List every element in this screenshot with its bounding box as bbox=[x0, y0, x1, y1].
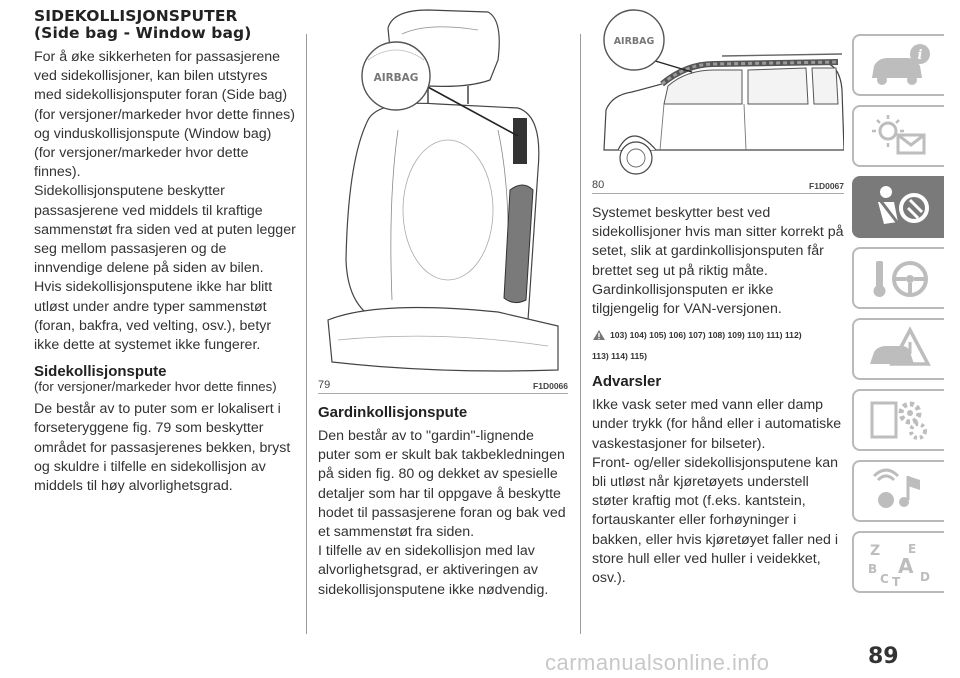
paragraph: De består av to puter som er lokalisert i forseteryggene fig. 79 som beskytter området for passasjerenes bekken, bryst og skuldre i tilfelle en sidekollisjon av middels til høy alvorlighetsgrad. bbox=[34, 401, 291, 495]
seatbelt-airbag-icon bbox=[864, 182, 934, 232]
figure-number: 80 bbox=[592, 179, 605, 191]
paragraph: Sidekollisjonsputene beskytter passasjerene ved middels til kraftige sammenstøt fra siden ved at puten legger seg mellom passasjeren og de innvendige delene på siden av bilen. bbox=[34, 183, 296, 277]
multimedia-icon bbox=[864, 466, 934, 516]
index-letter: A bbox=[898, 554, 914, 578]
subheading: Advarsler bbox=[592, 373, 662, 391]
paragraph: Den består av to "gardin"-lignende puter som er skult bak takbekledningen på siden fig. 80 og dekket av spesielle detaljer som har til oppgave å beskytte hodet til passasjerene foran og bak ved et sammenstøt fra siden. bbox=[318, 428, 566, 541]
index-letter: B bbox=[868, 562, 878, 576]
section-title-line1: SIDEKOLLISJONSPUTER bbox=[34, 7, 238, 25]
column-right bbox=[592, 0, 844, 588]
paragraph: Systemet beskytter best ved sidekollisjoner hvis man sitter korrekt på setet, slik at gardinkollisjonsputen får brettet seg ut på riktig måte. bbox=[592, 205, 844, 279]
index-letter: Z bbox=[870, 543, 881, 559]
column-divider bbox=[306, 34, 307, 634]
figure-number: 79 bbox=[318, 379, 331, 391]
index-letter: D bbox=[920, 570, 930, 584]
paragraph: I tilfelle av en sidekollisjon med lav alvorlighetsgrad, er aktiveringen av sidekollisjonsputene ikke nødvendig. bbox=[318, 543, 549, 598]
paragraph: For å øke sikkerheten for passasjerene ved sidekollisjoner, kan bilen utstyres med sidekollisjonsputer foran (Side bag) (for versjoner/markeder hvor dette finnes) og vinduskollisjonspute (Window bag) (for versjoner/markeder hvor dette finnes). bbox=[34, 49, 296, 181]
tab-maintenance[interactable] bbox=[852, 389, 944, 451]
alphabetical-index-icon bbox=[864, 537, 934, 587]
section-title bbox=[34, 0, 296, 42]
warning-refs-line1: 103) 104) 105) 106) 107) 108) 109) 110) 111) 112) bbox=[610, 330, 802, 341]
tab-multimedia[interactable] bbox=[852, 460, 944, 522]
figure-caption bbox=[318, 378, 568, 393]
airbag-callout-label: AIRBAG bbox=[613, 36, 655, 47]
airbag-tag bbox=[513, 118, 527, 164]
tab-starting-driving[interactable] bbox=[852, 247, 944, 309]
chapter-tabs bbox=[852, 34, 944, 602]
warning-triangle-icon bbox=[592, 329, 606, 341]
tab-index[interactable] bbox=[852, 531, 944, 593]
column-divider bbox=[580, 34, 581, 634]
figure-code: F1D0067 bbox=[809, 181, 844, 191]
tab-car-info[interactable] bbox=[852, 34, 944, 96]
column-middle bbox=[318, 0, 568, 600]
paragraph: Front- og/eller sidekollisjonsputene kan bli utløst når kjøretøyets understell støter kraftig mot (f.eks. kantstein, fortauskanter eller forhøyninger i bakken, eller hvis kjøretøyet faller ned i store hull eller ved huller i veidekket, osv.). bbox=[592, 454, 839, 587]
warning-lights-icon bbox=[864, 111, 934, 161]
watermark: carmanualsonline.info bbox=[545, 650, 770, 675]
subheading: Sidekollisjonspute bbox=[34, 363, 167, 381]
index-letter: C bbox=[880, 572, 889, 586]
figure-code: F1D0066 bbox=[533, 381, 568, 391]
svg-text:i: i bbox=[917, 48, 923, 63]
paragraph: Hvis sidekollisjonsputene ikke har blitt utløst under andre typer sammenstøt (foran, bakfra, ved velting, osv.), betyr ikke dette at systemet ikke fungerer. bbox=[34, 279, 273, 354]
airbag-callout-label: AIRBAG bbox=[373, 72, 419, 84]
figure-80 bbox=[592, 0, 844, 194]
paragraph: Gardinkollisjonsputen er ikke tilgjengelig for VAN-versjonen. bbox=[592, 281, 782, 318]
tab-emergency[interactable] bbox=[852, 318, 944, 380]
subheading: Gardinkollisjonspute bbox=[318, 404, 468, 421]
car-side-illustration bbox=[592, 0, 844, 178]
paragraph: Ikke vask seter med vann eller damp under trykk (for hånd eller i automatiske vaskestasjoner for bilseter). bbox=[592, 397, 842, 452]
index-letter: T bbox=[892, 575, 901, 587]
page-number: 89 bbox=[868, 644, 899, 669]
seat-illustration bbox=[318, 0, 568, 378]
section-title-line2: (Side bag - Window bag) bbox=[34, 24, 252, 42]
figure-79 bbox=[318, 0, 568, 394]
warning-refs-line2: 113) 114) 115) bbox=[592, 351, 647, 362]
column-left bbox=[34, 0, 296, 496]
subheading-note: (for versjoner/markeder hvor dette finnes) bbox=[34, 379, 277, 395]
index-letter: E bbox=[908, 542, 917, 556]
tab-warning-lights[interactable] bbox=[852, 105, 944, 167]
emergency-icon bbox=[864, 324, 934, 374]
figure-caption bbox=[592, 178, 844, 193]
maintenance-gears-icon bbox=[864, 395, 934, 445]
warning-references bbox=[592, 329, 844, 341]
car-info-icon bbox=[864, 40, 934, 90]
tab-safety[interactable] bbox=[852, 176, 944, 238]
key-steering-icon bbox=[864, 253, 934, 303]
